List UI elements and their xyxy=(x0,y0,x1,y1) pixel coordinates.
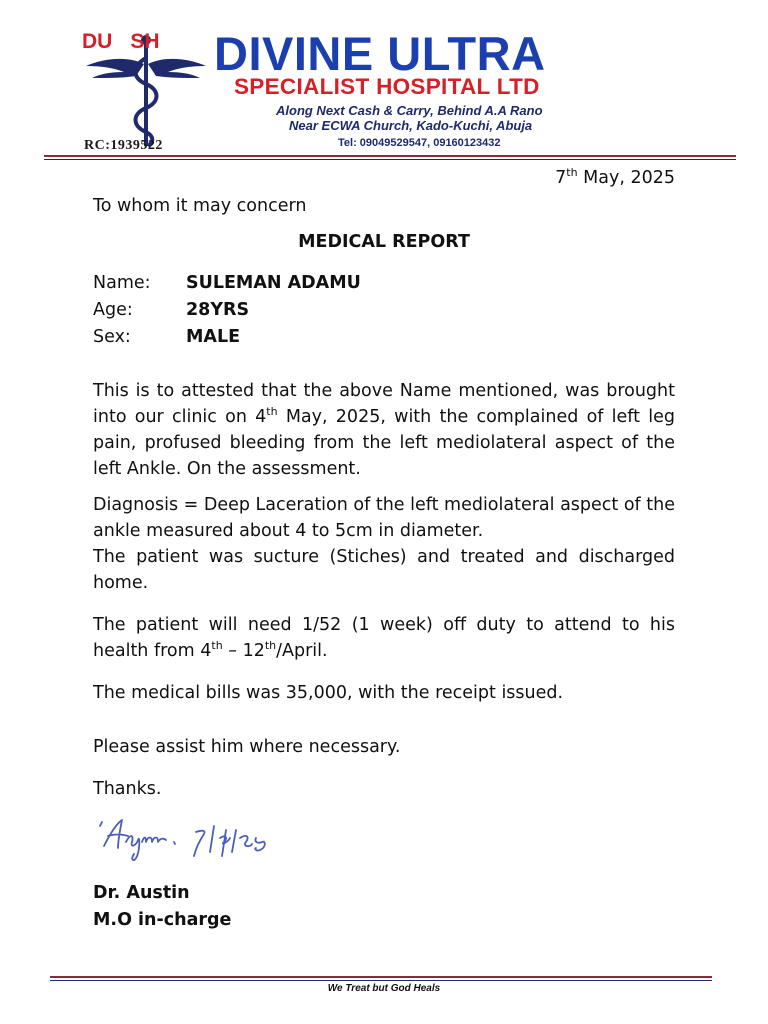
address-line-2: Near ECWA Church, Kado-Kuchi, Abuja xyxy=(289,118,533,133)
patient-details xyxy=(93,270,361,351)
para-sup: th xyxy=(264,639,277,653)
para-text: – 12 xyxy=(222,641,265,661)
registration-number: RC:1939522 xyxy=(84,138,163,153)
para-sup: th xyxy=(211,639,223,653)
field-label: Sex: xyxy=(93,327,131,347)
date-rest: May, 2025 xyxy=(577,168,675,188)
hospital-subtitle: SPECIALIST HOSPITAL LTD xyxy=(234,74,540,99)
logo-right-text: SH xyxy=(130,30,160,53)
treatment-text: The patient was sucture (Stiches) and treated and discharged home. xyxy=(93,547,675,593)
para-text: May, 2025, with the complained of left leg pain, profused bleeding from the left mediolateral aspect of the left Ankle. On the assessment. xyxy=(93,407,675,479)
patient-name-value: SULEMAN ADAMU xyxy=(186,273,361,293)
footer-motto: We Treat but God Heals xyxy=(327,983,441,994)
patient-sex-value: MALE xyxy=(186,327,241,347)
para-sup: th xyxy=(266,405,278,419)
logo-left-text: DU xyxy=(82,30,113,53)
patient-age-value: 28YRS xyxy=(186,300,250,320)
patient-age-row xyxy=(93,297,361,324)
assist-paragraph: Please assist him where necessary. xyxy=(93,737,401,757)
footer-rule-red xyxy=(50,976,712,978)
off-duty-paragraph xyxy=(93,612,675,664)
footer-rule-blue xyxy=(50,980,712,981)
para-text: The patient will need 1/52 (1 week) off duty to attend to his health from 4 xyxy=(93,615,675,661)
closing-text: Thanks. xyxy=(93,779,162,799)
letter-date xyxy=(555,168,675,188)
patient-name-row xyxy=(93,270,361,297)
para-text: /April. xyxy=(276,641,328,661)
para-text: This is to attested that the above Name mentioned, was brought into our clinic on 4 xyxy=(93,381,675,427)
salutation: To whom it may concern xyxy=(93,196,307,216)
signer-role: M.O in-charge xyxy=(93,910,232,930)
bills-paragraph: The medical bills was 35,000, with the receipt issued. xyxy=(93,683,564,703)
header-rule-red xyxy=(44,155,736,157)
field-label: Name: xyxy=(93,273,151,293)
report-title: MEDICAL REPORT xyxy=(298,232,470,252)
field-label: Age: xyxy=(93,300,133,320)
telephone-numbers: Tel: 09049529547, 09160123432 xyxy=(338,137,501,149)
header-rule-blue xyxy=(44,159,736,160)
logo-wordmark xyxy=(82,30,160,54)
date-day: 7 xyxy=(555,168,567,188)
signer-name: Dr. Austin xyxy=(93,883,190,903)
date-suffix: th xyxy=(566,166,578,180)
attestation-paragraph xyxy=(93,378,675,482)
address-line-1: Along Next Cash & Carry, Behind A.A Rano xyxy=(276,103,543,118)
hospital-name: DIVINE ULTRA xyxy=(214,27,546,80)
diagnosis-text: Diagnosis = Deep Laceration of the left mediolateral aspect of the ankle measured about 4 to 5cm in diameter. xyxy=(93,495,675,541)
patient-sex-row xyxy=(93,324,361,351)
handwritten-signature xyxy=(96,812,286,876)
diagnosis-paragraph xyxy=(93,492,675,596)
